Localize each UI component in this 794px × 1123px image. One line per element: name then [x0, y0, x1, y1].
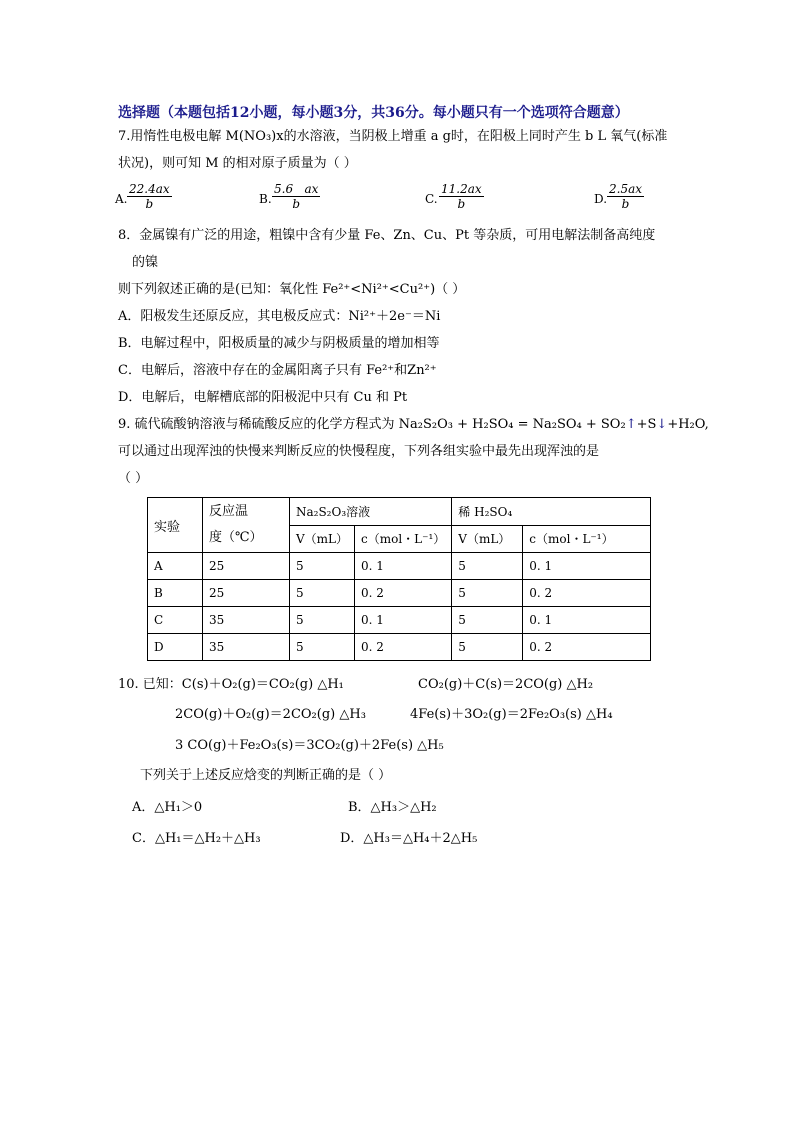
q9-equation-mid: +S: [636, 417, 657, 432]
q7-option-b-num: 5.6 ax: [274, 182, 319, 196]
table-cell: 0. 1: [355, 553, 452, 580]
table-header-na2s2o3: Na₂S₂O₃溶液: [290, 498, 452, 526]
section-header: 选择题（本题包括12小题，每小题3分，共36分。每小题只有一个选项符合题意）: [118, 105, 629, 121]
table-cell: 35: [203, 607, 290, 634]
q9-equation-pre: 9. 硫代硫酸钠溶液与稀硫酸反应的化学方程式为 Na₂S₂O₃ + H₂SO₄ = Na₂SO₄ + SO₂: [118, 417, 626, 432]
table-cell: 5: [452, 580, 523, 607]
table-cell: 35: [203, 634, 290, 661]
table-cell: 5: [290, 634, 355, 661]
q7-option-a-num: 22.4ax: [129, 182, 170, 196]
table-cell: B: [148, 580, 203, 607]
table-cell: 0. 2: [355, 634, 452, 661]
table-header-temperature-line2: 度（℃）: [209, 530, 263, 545]
table-cell: 0. 2: [523, 580, 651, 607]
q7-option-a-fraction: [127, 182, 172, 211]
q8-line2: 的镍: [132, 255, 159, 270]
q10-eq3: 2CO(g)＋O₂(g)＝2CO₂(g) △H₃: [175, 707, 366, 722]
q7-option-d-label: D.: [594, 192, 608, 206]
table-cell: 5: [290, 580, 355, 607]
q7-option-d-fraction: [607, 182, 644, 211]
q10-eq4: 4Fe(s)＋3O₂(g)＝2Fe₂O₃(s) △H₄: [410, 707, 613, 722]
table-cell: 0. 1: [523, 607, 651, 634]
q7-option-c-num: 11.2ax: [441, 182, 482, 196]
table-row: [148, 553, 651, 580]
q7-line2: 状况)，则可知 M 的相对原子质量为（ ）: [118, 156, 357, 171]
q8-line3: 则下列叙述正确的是(已知：氧化性 Fe²⁺<Ni²⁺<Cu²⁺)（ ）: [118, 282, 466, 297]
table-cell: 5: [452, 634, 523, 661]
table-cell: C: [148, 607, 203, 634]
q10-option-a: A．△H₁＞0: [132, 800, 203, 815]
q7-option-a-den: b: [145, 197, 154, 211]
table-row: [148, 607, 651, 634]
q7-option-b-label: B.: [259, 192, 272, 206]
table-cell: A: [148, 553, 203, 580]
q10-option-c: C．△H₁＝△H₂＋△H₃: [132, 831, 261, 846]
q7-option-c-den: b: [457, 197, 466, 211]
q8-option-b: B．电解过程中，阳极质量的减少与阴极质量的增加相等: [118, 336, 440, 351]
q10-option-d: D．△H₃＝△H₄＋2△H₅: [340, 831, 478, 846]
gas-up-arrow-icon: ↑: [625, 417, 637, 432]
table-cell: 25: [203, 553, 290, 580]
table-cell: D: [148, 634, 203, 661]
q7-option-d-num: 2.5ax: [609, 182, 643, 196]
q9-line2: 可以通过出现浑浊的快慢来判断反应的快慢程度，下列各组实验中最先出现浑浊的是: [118, 444, 600, 459]
table-cell: 25: [203, 580, 290, 607]
q10-eq5: 3 CO(g)＋Fe₂O₃(s)＝3CO₂(g)＋2Fe(s) △H₅: [175, 738, 444, 753]
table-cell: 5: [452, 607, 523, 634]
table-cell: 0. 2: [523, 634, 651, 661]
q9-line1: [118, 416, 709, 434]
q8-option-c: C．电解后，溶液中存在的金属阳离子只有 Fe²⁺和Zn²⁺: [118, 363, 437, 378]
q7-option-c-fraction: [439, 182, 484, 211]
q9-line3: （ ）: [118, 471, 149, 486]
q10-question: 下列关于上述反应焓变的判断正确的是（ ）: [140, 768, 392, 783]
table-subheader-volume-1: V（mL）: [290, 525, 355, 553]
table-cell: 5: [290, 607, 355, 634]
table-row: [148, 580, 651, 607]
q7-option-a-label: A.: [115, 192, 128, 206]
q8-option-a: A．阳极发生还原反应，其电极反应式：Ni²⁺＋2e⁻＝Ni: [118, 309, 441, 324]
table-header-dilute-h2so4: 稀 H₂SO₄: [452, 498, 651, 526]
q7-option-b-fraction: [272, 182, 320, 211]
q8-line1: 8．金属镍有广泛的用途，粗镍中含有少量 Fe、Zn、Cu、Pt 等杂质，可用电解法制备高纯度: [118, 228, 656, 243]
precipitate-down-arrow-icon: ↓: [656, 417, 668, 432]
table-subheader-conc-2: c（mol・L⁻¹）: [523, 525, 651, 553]
q10-eq2: CO₂(g)＋C(s)＝2CO(g) △H₂: [418, 677, 594, 692]
table-subheader-volume-2: V（mL）: [452, 525, 523, 553]
table-cell: 0. 2: [355, 580, 452, 607]
table-row: [148, 634, 651, 661]
q7-option-c-label: C.: [425, 192, 438, 206]
table-cell: 0. 1: [523, 553, 651, 580]
table-cell: 5: [452, 553, 523, 580]
q8-option-d: D．电解后，电解槽底部的阳极泥中只有 Cu 和 Pt: [118, 390, 408, 405]
table-header-experiment: 实验: [148, 498, 203, 553]
q7-option-d-den: b: [621, 197, 630, 211]
table-cell: 5: [290, 553, 355, 580]
q10-option-b: B．△H₃＞△H₂: [348, 800, 437, 815]
q9-data-table: [147, 497, 651, 661]
table-header-temperature-line1: 反应温: [209, 504, 249, 519]
table-cell: 0. 1: [355, 607, 452, 634]
table-header-temperature: [203, 498, 290, 553]
table-subheader-conc-1: c（mol・L⁻¹）: [355, 525, 452, 553]
q7-option-b-den: b: [292, 197, 301, 211]
q9-equation-post: +H₂O,: [667, 417, 709, 432]
q7-line1: 7.用惰性电极电解 M(NO₃)x的水溶液，当阴极上增重 a g时，在阳极上同时产生 b L 氧气(标准: [118, 129, 668, 144]
table-header-row: [148, 498, 651, 526]
q10-eq1: 10. 已知：C(s)＋O₂(g)＝CO₂(g) △H₁: [118, 677, 344, 692]
